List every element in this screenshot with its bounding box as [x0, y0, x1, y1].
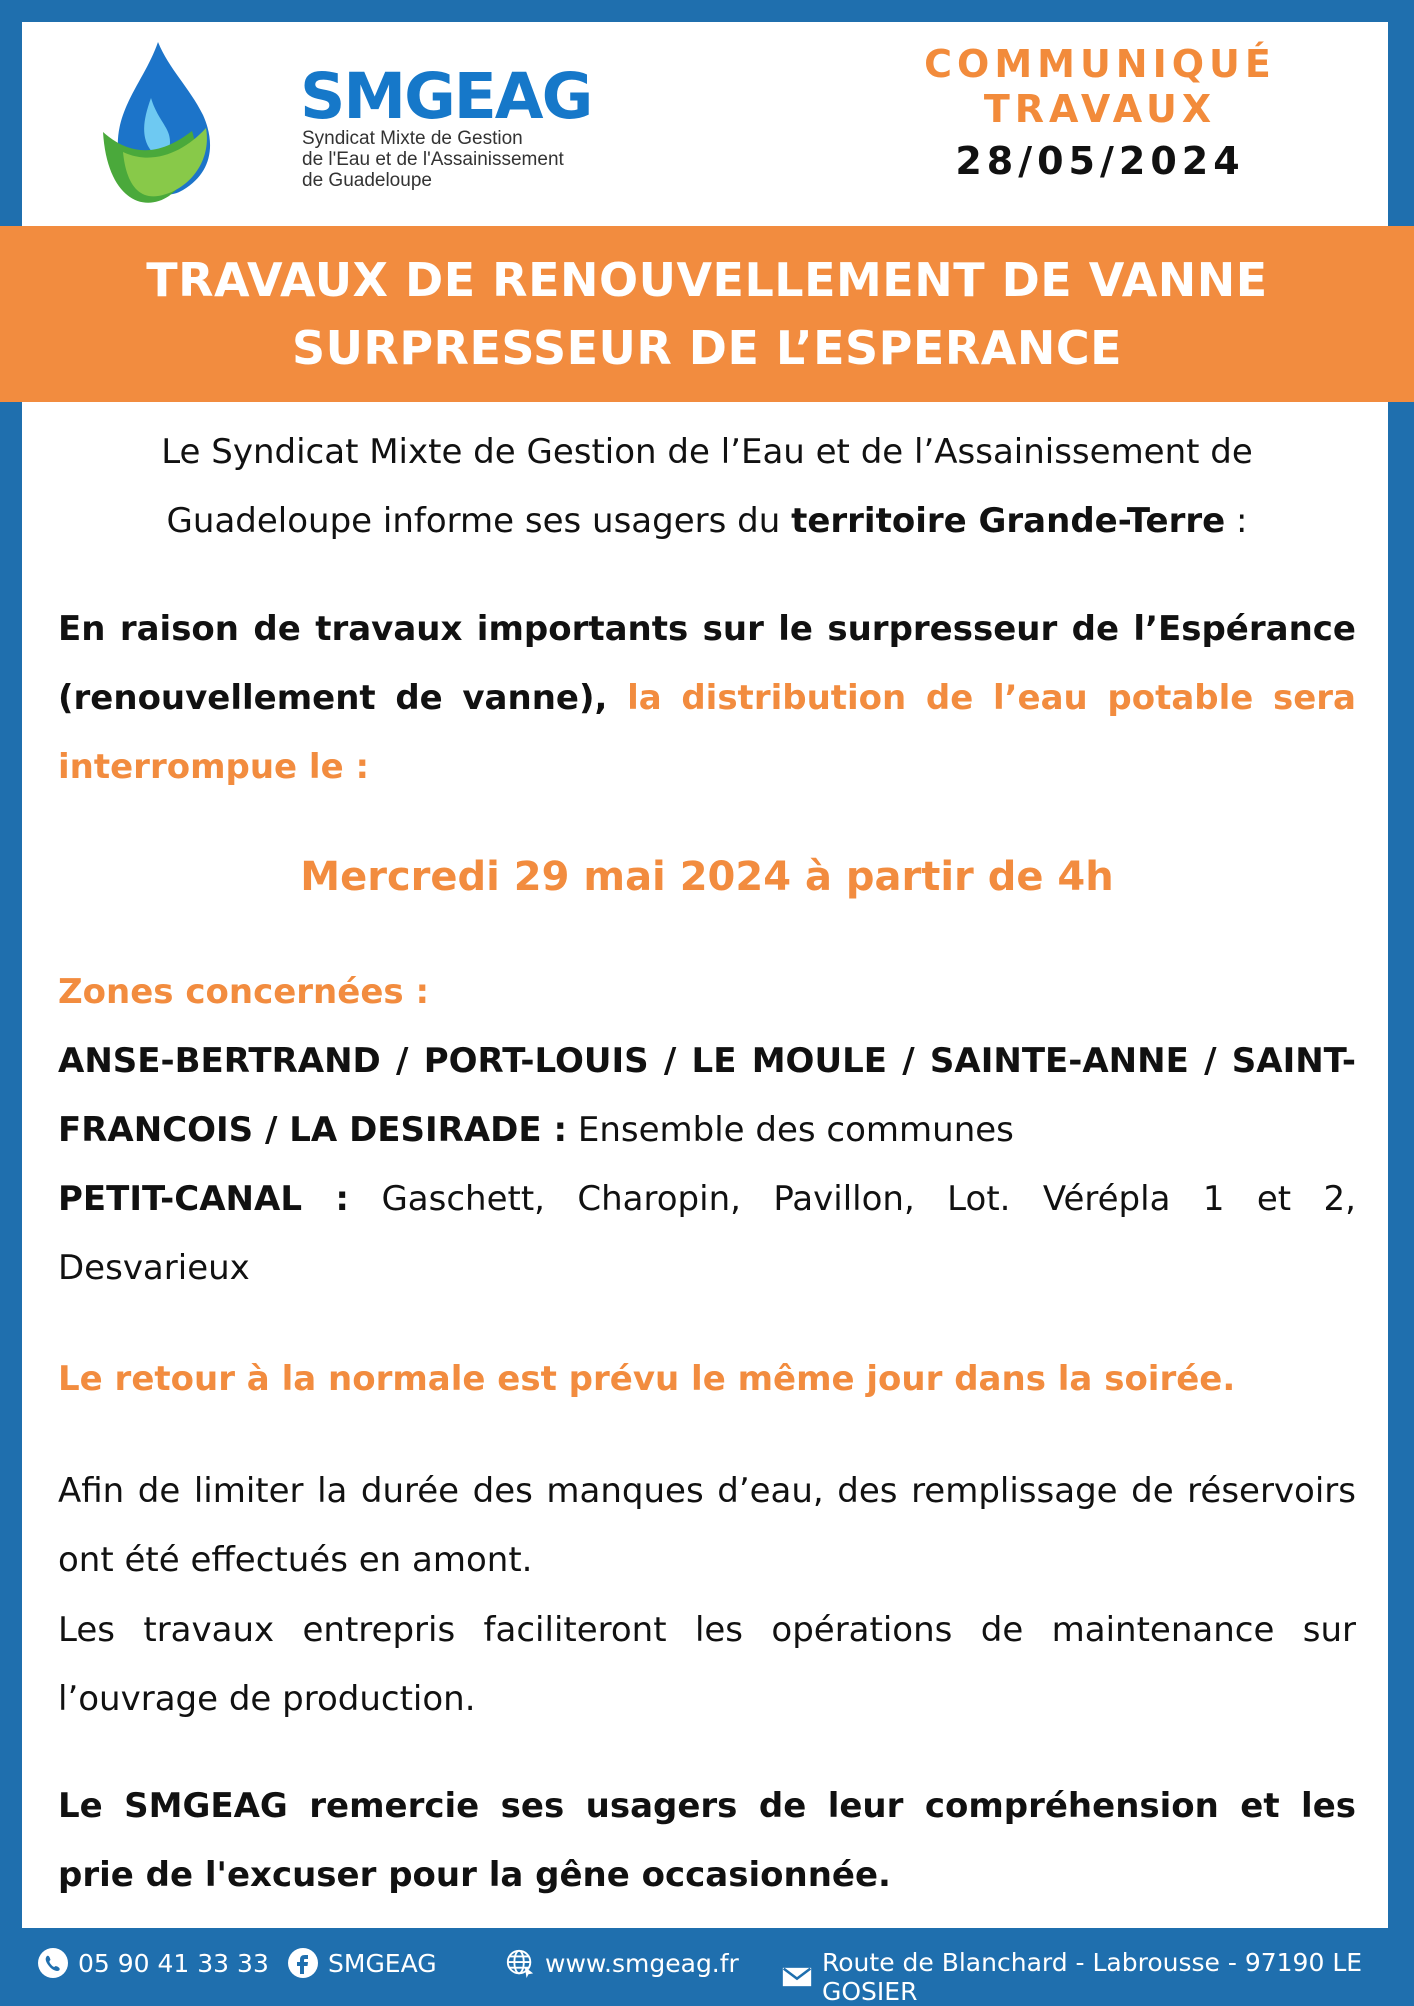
- zones-main-description: Ensemble des communes: [567, 1110, 1014, 1150]
- publication-date: 28/05/2024: [955, 139, 1245, 183]
- intro-territory: territoire Grande-Terre: [791, 501, 1226, 541]
- brand-subtitle: [302, 128, 612, 191]
- zones-petit-canal: PETIT-CANAL :: [58, 1179, 350, 1219]
- contact-footer: [0, 1928, 1414, 2006]
- facebook-icon: [288, 1948, 318, 1978]
- brand-name: SMGEAG: [300, 60, 592, 133]
- subtitle-line-3: de Guadeloupe: [302, 170, 432, 191]
- interruption-notice: [58, 595, 1356, 802]
- interruption-date: Mercredi 29 mai 2024 à partir de 4h: [300, 854, 1114, 900]
- subtitle-line-1: Syndicat Mixte de Gestion: [302, 128, 523, 149]
- notice-orange-text: la distribution de l’eau potable sera interrompue le :: [58, 678, 1356, 787]
- intro-text-start: Le Syndicat Mixte de Gestion de l’Eau et de l’Assainissement de Guadeloupe informe ses usagers du: [161, 432, 1253, 541]
- zones-heading: Zones concernées :: [58, 972, 430, 1012]
- subtitle-line-2: de l'Eau et de l'Assainissement: [302, 149, 564, 170]
- notice-bold-text: En raison de travaux importants sur le surpresseur de l’Espérance (renouvellement de vanne),: [58, 609, 1356, 718]
- website-contact: [505, 1948, 739, 1978]
- thanks-paragraph: Le SMGEAG remercie ses usagers de leur compréhension et les prie de l'excuser pour la gêne occasionnée.: [58, 1786, 1356, 1895]
- information-paragraph-2: Les travaux entrepris faciliteront les opérations de maintenance sur l’ouvrage de production.: [58, 1610, 1356, 1719]
- communique-heading: [920, 42, 1280, 190]
- postal-address: Route de Blanchard - Labrousse - 97190 LE GOSIER: [822, 1948, 1363, 2006]
- zones-main-communes: ANSE-BERTRAND / PORT-LOUIS / LE MOULE / SAINTE-ANNE / SAINT-FRANCOIS / LA DESIRADE :: [58, 1041, 1356, 1150]
- intro-text-end: :: [1225, 501, 1248, 541]
- facebook-page-name: SMGEAG: [328, 1948, 437, 1978]
- information-paragraph-1: Afin de limiter la durée des manques d’eau, des remplissage de réservoirs ont été effectués en amont.: [58, 1471, 1356, 1580]
- zones-petit-canal-areas: Gaschett, Charopin, Pavillon, Lot. Vérépla 1 et 2, Desvarieux: [58, 1179, 1356, 1288]
- banner-title-line-2: SURPRESSEUR DE L’ESPERANCE: [291, 321, 1123, 375]
- globe-icon: [505, 1948, 535, 1978]
- banner-title: [146, 246, 1267, 382]
- website-url[interactable]: www.smgeag.fr: [545, 1948, 739, 1978]
- facebook-contact: [288, 1948, 437, 1978]
- address-contact: [782, 1948, 1414, 2006]
- water-drop-logo-icon: [100, 38, 220, 208]
- banner-title-line-1: TRAVAUX DE RENOUVELLEMENT DE VANNE: [146, 253, 1268, 307]
- phone-contact: [38, 1948, 269, 1978]
- zones-list: [58, 1027, 1356, 1303]
- phone-number: 05 90 41 33 33: [78, 1948, 269, 1978]
- smgeag-logo: [100, 30, 592, 205]
- travaux-line: TRAVAUX: [983, 87, 1217, 131]
- title-banner: [0, 226, 1414, 402]
- intro-paragraph: [58, 418, 1356, 556]
- communique-line: COMMUNIQUÉ: [924, 42, 1276, 86]
- mail-icon: [782, 1962, 812, 1992]
- return-notice: Le retour à la normale est prévu le même jour dans la soirée.: [58, 1359, 1236, 1399]
- phone-icon: [38, 1948, 68, 1978]
